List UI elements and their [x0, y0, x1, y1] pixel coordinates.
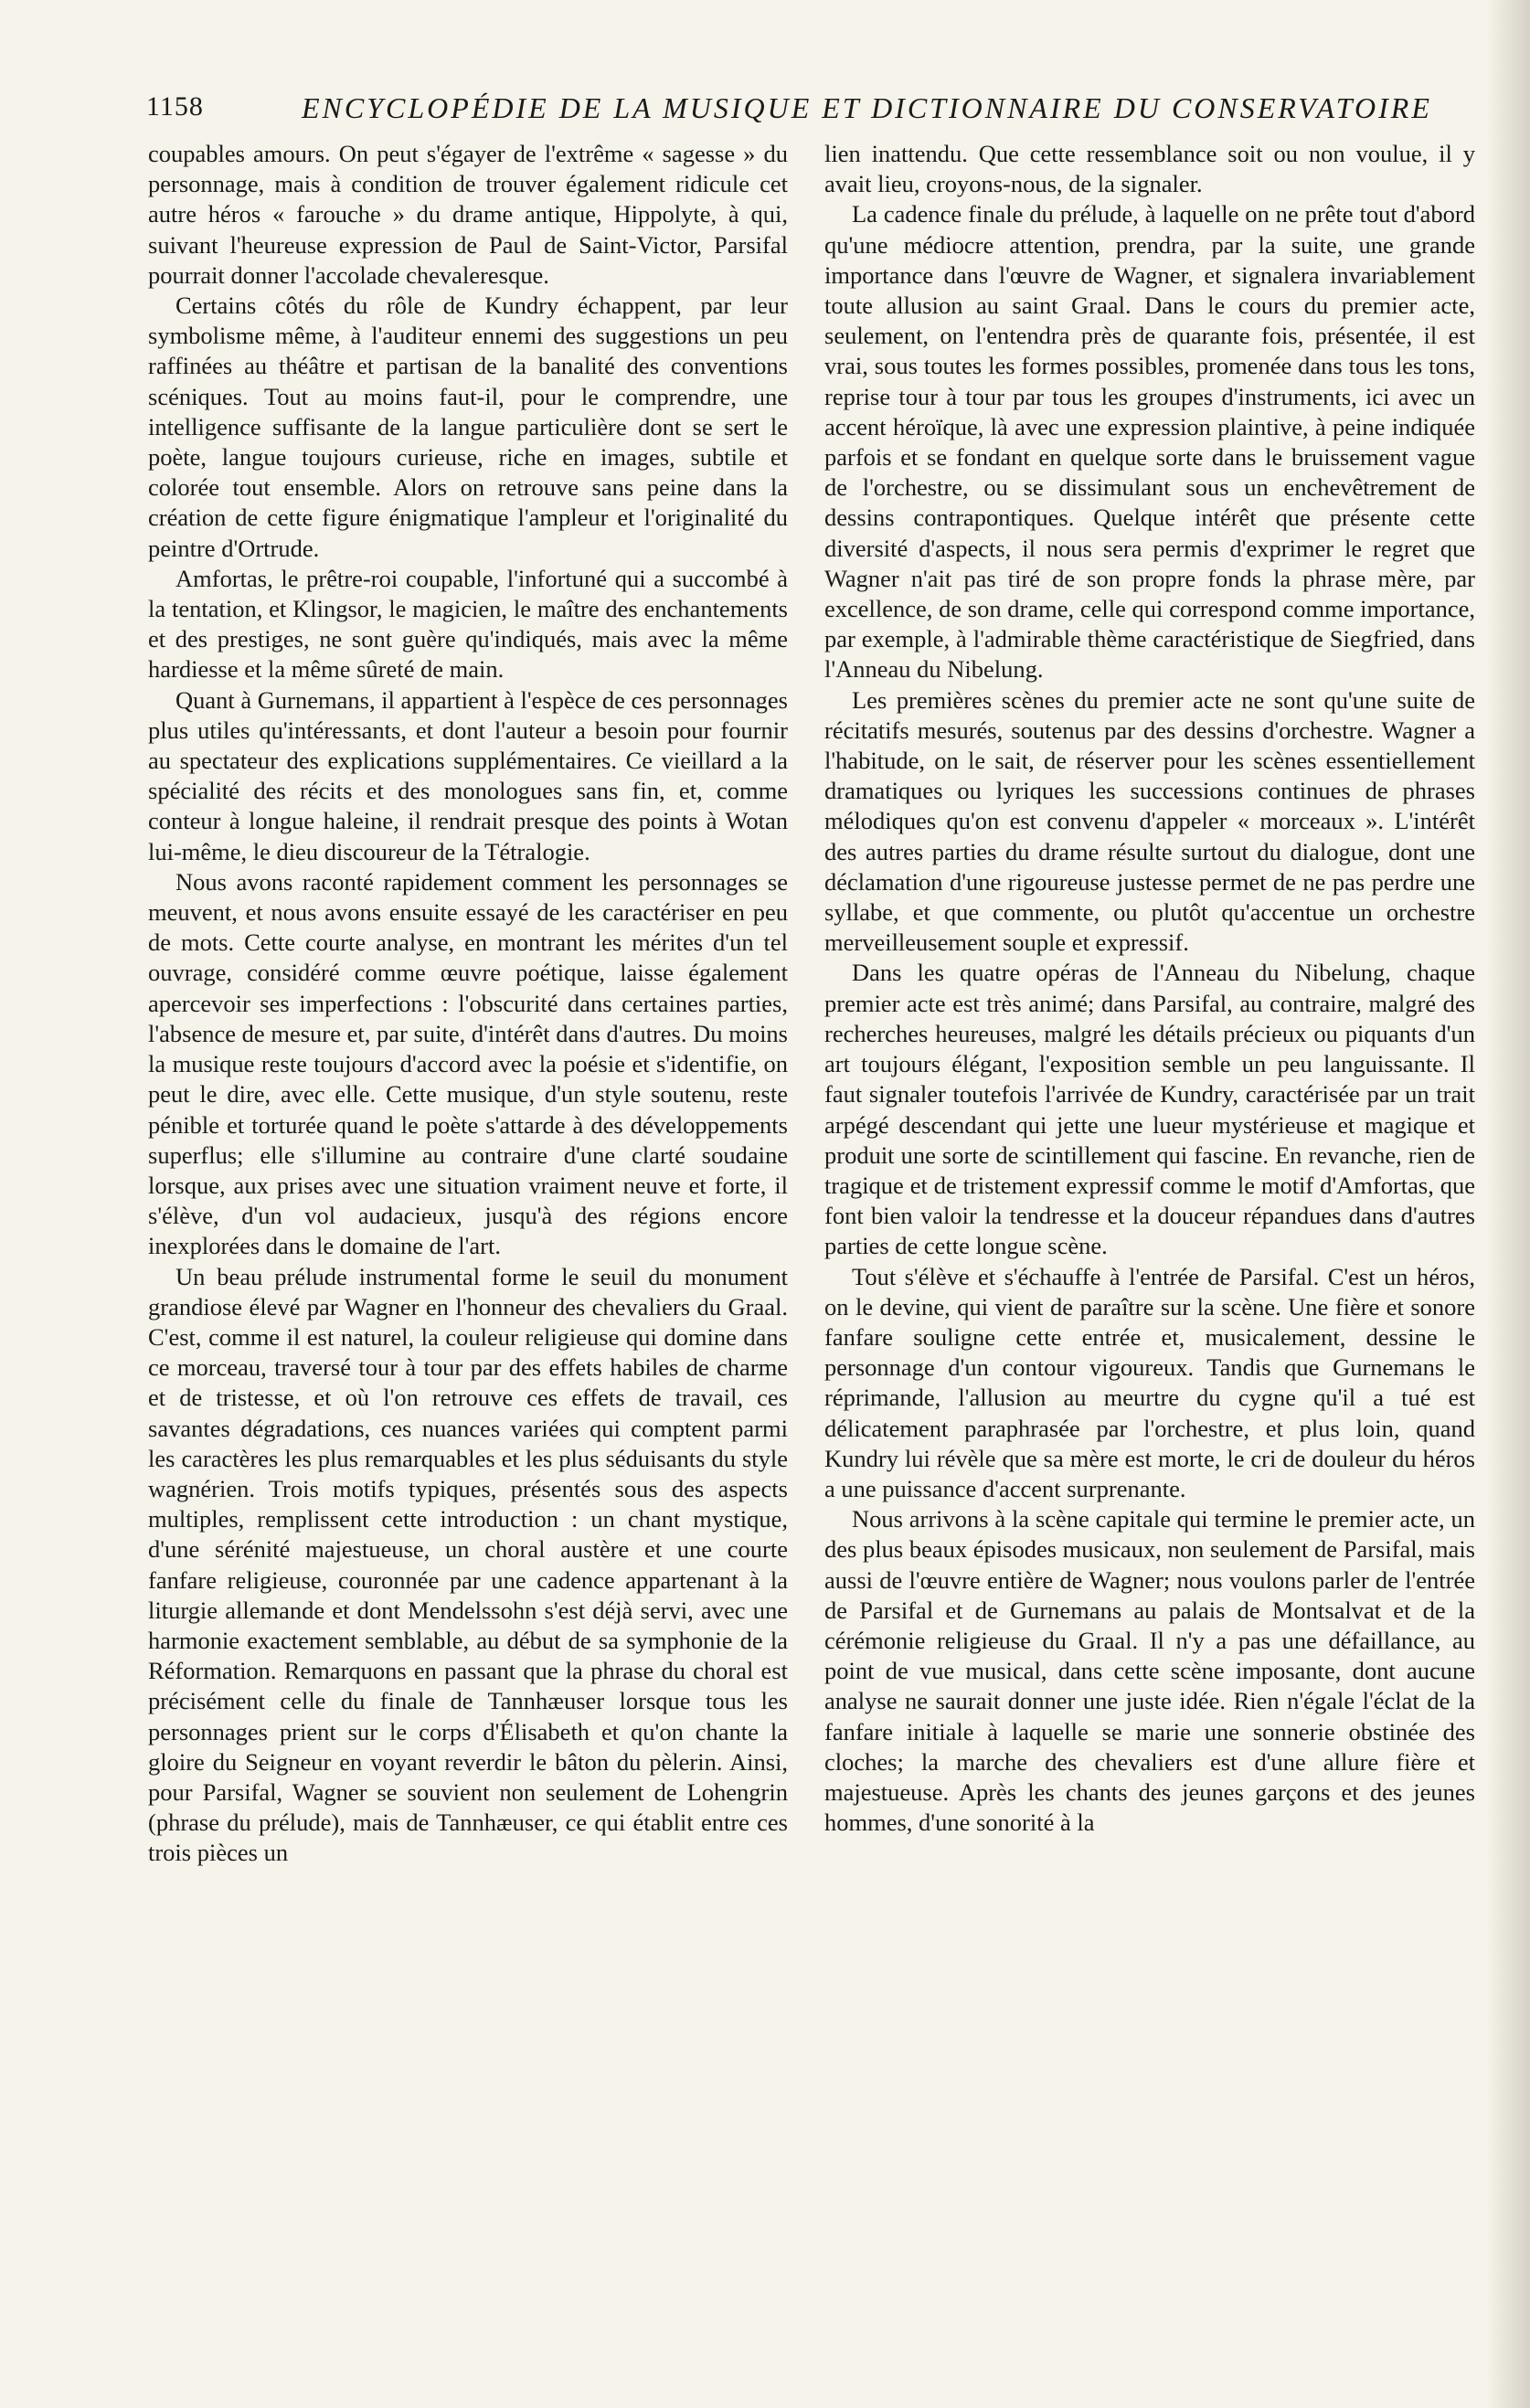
- paragraph: Quant à Gurnemans, il appartient à l'espèce de ces personnages plus utiles qu'intéressants, et dont l'auteur a besoin pour fournir au spectateur des explications supplémentaires. Ce vieillard a la spécialité des récits et des monologues sans fin, et, comme conteur à longue haleine, il rendrait presque des points à Wotan lui-même, le dieu discoureur de la Tétralogie.: [148, 685, 788, 865]
- paragraph: Nous arrivons à la scène capitale qui termine le premier acte, un des plus beaux épisodes musicaux, non seulement de Parsifal, mais aussi de l'œuvre entière de Wagner; nous voulons parler de l'entrée de Parsifal et de Gurnemans au palais de Montsalvat et de la cérémonie religieuse du Graal. Il n'y a pas une défaillance, au point de vue musical, dans cette scène imposante, dont aucune analyse ne saurait donner une juste idée. Rien n'égale l'éclat de la fanfare initiale à laquelle se marie une sonnerie obstinée des cloches; la marche des chevaliers est d'une allure fière et majestueuse. Après les chants des jeunes garçons et des jeunes hommes, d'une sonorité à la: [824, 1505, 1475, 1837]
- running-title: ENCYCLOPÉDIE DE LA MUSIQUE ET DICTIONNAIRE DU CONSERVATOIRE: [302, 91, 1432, 124]
- right-column: [824, 139, 1475, 1838]
- paragraph: Un beau prélude instrumental forme le seuil du monument grandiose élevé par Wagner en l'honneur des chevaliers du Graal. C'est, comme il est naturel, la couleur religieuse qui domine dans ce morceau, traversé tour à tour par des effets habiles de charme et de tristesse, et où l'on retrouve ces effets de travail, ces savantes dégradations, ces nuances variées qui comptent parmi les caractères les plus remarquables et les plus séduisants du style wagnérien. Trois motifs typiques, présentés sous des aspects multiples, remplissent cette introduction : un chant mystique, d'une sérénité majestueuse, un choral austère et une courte fanfare religieuse, couronnée par une cadence appartenant à la liturgie allemande et dont Mendelssohn s'est déjà servi, avec une harmonie exactement semblable, au début de sa symphonie de la Réformation. Remarquons en passant que la phrase du choral est précisément celle du finale de Tannhæuser lorsque tous les personnages prient sur le corps d'Élisabeth et qu'on chante la gloire du Seigneur en voyant reverdir le bâton du pèlerin. Ainsi, pour Parsifal, Wagner se souvient non seulement de Lohengrin (phrase du prélude), mais de Tannhæuser, ce qui établit entre ces trois pièces un: [148, 1262, 788, 1867]
- paragraph: coupables amours. On peut s'égayer de l'extrême « sagesse » du personnage, mais à condition de trouver également ridicule cet autre héros « farouche » du drame antique, Hippolyte, à qui, suivant l'heureuse expression de Paul de Saint-Victor, Parsifal pourrait donner l'accolade chevaleresque.: [148, 140, 788, 289]
- page-number: 1158: [146, 91, 204, 122]
- paragraph: Les premières scènes du premier acte ne sont qu'une suite de récitatifs mesurés, soutenus par des dessins d'orchestre. Wagner a l'habitude, on le sait, de réserver pour les scènes essentiellement dramatiques ou lyriques les successions continues de phrases mélodiques qu'on est convenu d'appeler « morceaux ». L'intérêt des autres parties du drame résulte surtout du dialogue, dont une déclamation d'une rigoureuse justesse permet de ne pas perdre une syllabe, et que commente, ou plutôt qu'accentue un orchestre merveilleusement souple et expressif.: [824, 685, 1475, 957]
- paragraph: Nous avons raconté rapidement comment les personnages se meuvent, et nous avons ensuite essayé de les caractériser en peu de mots. Cette courte analyse, en montrant les mérites d'un tel ouvrage, considéré comme œuvre poétique, laisse également apercevoir ses imperfections : l'obscurité dans certaines parties, l'absence de mesure et, par suite, d'intérêt dans d'autres. Du moins la musique reste toujours d'accord avec la poésie et s'identifie, on peut le dire, avec elle. Cette musique, d'un style soutenu, reste pénible et torturée quand le poète s'attarde à des développements superflus; elle s'illumine au contraire d'une clarté soudaine lorsque, aux prises avec une situation vraiment neuve et forte, il s'élève, d'un vol audacieux, jusqu'à des régions encore inexplorées dans le domaine de l'art.: [148, 867, 788, 1260]
- page-edge-shadow: [1486, 0, 1530, 2408]
- paragraph: Certains côtés du rôle de Kundry échappent, par leur symbolisme même, à l'auditeur ennemi des suggestions un peu raffinées au théâtre et partisan de la banalité des conventions scéniques. Tout au moins faut-il, pour le comprendre, une intelligence suffisante de la langue particulière dont se sert le poète, langue toujours curieuse, riche en images, subtile et colorée tout ensemble. Alors on retrouve sans peine dans la création de cette figure énigmatique l'ampleur et l'originalité du peintre d'Ortrude.: [148, 292, 788, 562]
- paragraph: Tout s'élève et s'échauffe à l'entrée de Parsifal. C'est un héros, on le devine, qui vient de paraître sur la scène. Une fière et sonore fanfare souligne cette entrée et, musicalement, dessine le personnage d'un contour vigoureux. Tandis que Gurnemans le réprimande, l'allusion au meurtre du cygne qu'il a tué est délicatement paraphrasée par l'orchestre, et plus loin, quand Kundry lui révèle que sa mère est morte, le cri de douleur du héros a une puissance d'accent surprenante.: [824, 1262, 1475, 1502]
- paragraph: La cadence finale du prélude, à laquelle on ne prête tout d'abord qu'une médiocre attention, prendra, par la suite, une grande importance dans l'œuvre de Wagner, et signalera invariablement toute allusion au saint Graal. Dans le cours du premier acte, seulement, on l'entendra près de quarante fois, présentée, il est vrai, sous toutes les formes possibles, promenée dans tous les tons, reprise tour à tour par tous les groupes d'instruments, ici avec un accent héroïque, là avec une expression plaintive, à peine indiquée parfois et se fondant en quelque sorte dans le bruissement vague de l'orchestre, ou se dissimulant sous un enchevêtrement de dessins contrapontiques. Quelque intérêt que présente cette diversité d'aspects, il nous sera permis d'exprimer le regret que Wagner n'ait pas tiré de son propre fonds la phrase mère, par excellence, de son drame, celle qui correspond comme importance, par exemple, à l'admirable thème caractéristique de Siegfried, dans l'Anneau du Nibelung.: [824, 200, 1475, 684]
- paragraph: Dans les quatre opéras de l'Anneau du Nibelung, chaque premier acte est très animé; dans Parsifal, au contraire, malgré des recherches heureuses, malgré les détails précieux ou piquants d'un art toujours élégant, l'exposition semble un peu languissante. Il faut signaler toutefois l'arrivée de Kundry, caractérisée par un trait arpégé descendant qui jette une lueur mystérieuse et magique et produit une sorte de scintillement qui fascine. En revanche, rien de tragique et de tristement expressif comme le motif d'Amfortas, que font bien valoir la tendresse et la douceur répandues dans d'autres parties de cette longue scène.: [824, 959, 1475, 1260]
- paragraph: Amfortas, le prêtre-roi coupable, l'infortuné qui a succombé à la tentation, et Klingsor, le magicien, le maître des enchantements et des prestiges, ne sont guère qu'indiqués, mais avec la même hardiesse et la même sûreté de main.: [148, 564, 788, 684]
- paragraph: lien inattendu. Que cette ressemblance soit ou non voulue, il y avait lieu, croyons-nous, de la signaler.: [824, 140, 1475, 198]
- page-header: [146, 91, 1481, 128]
- left-column: [148, 139, 788, 1869]
